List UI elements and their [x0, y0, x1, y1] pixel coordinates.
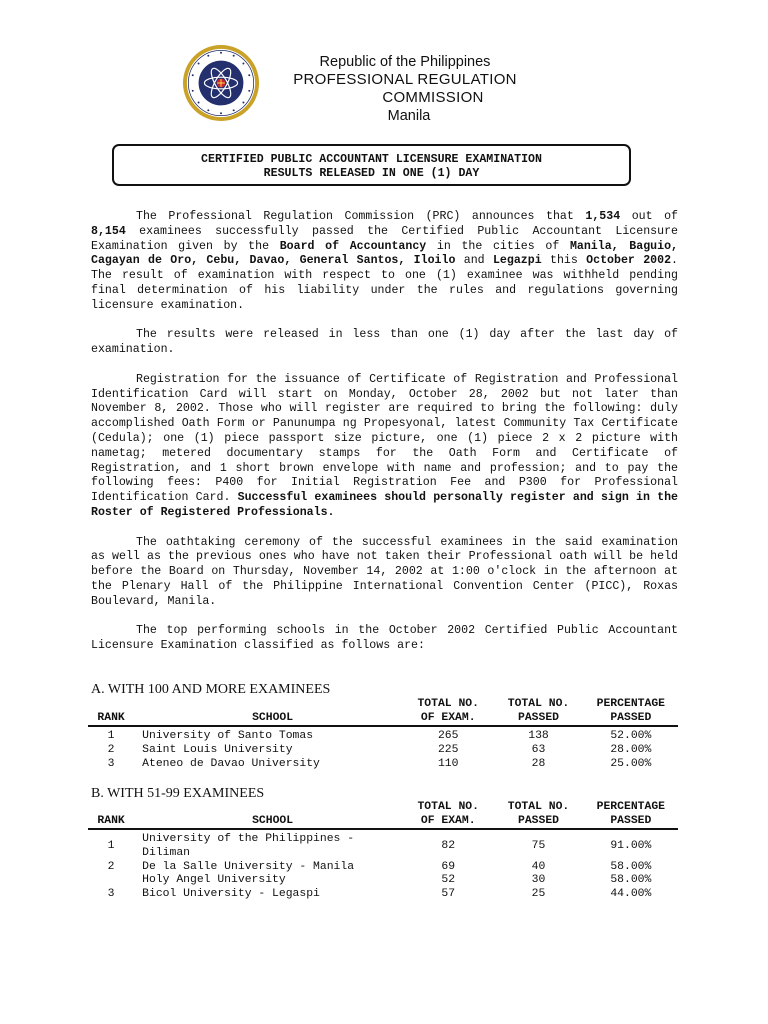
col-rank-header: RANK	[97, 711, 125, 724]
percentage-cell: 28.00%	[610, 743, 652, 756]
text-run: this	[541, 254, 587, 268]
school-cell: Holy Angel University	[142, 874, 286, 887]
rank-cell	[88, 874, 134, 888]
total-passed-cell: 28	[531, 757, 546, 770]
rank-cell: 3	[107, 888, 115, 901]
rank-cell: 2	[107, 860, 115, 873]
percentage-cell: 44.00%	[610, 888, 652, 901]
col-percentage-header: PERCENTAGE PASSED	[596, 801, 665, 827]
document-title-line2: RESULTS RELEASED IN ONE (1) DAY	[263, 167, 480, 180]
text-run: out of	[620, 210, 678, 223]
table-body-a	[88, 726, 678, 771]
percentage-cell: 58.00%	[610, 860, 652, 873]
table-row	[88, 758, 678, 772]
total-exam-cell: 110	[437, 757, 459, 770]
bold-text-run: Board of Accountancy	[279, 239, 427, 253]
rank-cell: 2	[107, 743, 115, 756]
col-percentage-header: PERCENTAGE PASSED	[596, 698, 665, 724]
text-run: in the cities of	[426, 239, 570, 253]
total-passed-cell: 75	[531, 839, 546, 852]
document-title-line1: CERTIFIED PUBLIC ACCOUNTANT LICENSURE EXAMINATION	[201, 153, 542, 166]
total-passed-cell: 25	[531, 888, 546, 901]
bold-text-run: 8,154	[91, 224, 126, 238]
text-run: examinees successfully passed the Certified Public Accountant Licensure Examination given by the	[91, 224, 678, 253]
agency-name-line1: PROFESSIONAL REGULATION	[293, 71, 517, 88]
text-run: and	[455, 254, 493, 268]
col-total-exam-header: TOTAL NO. OF EXAM.	[417, 698, 479, 724]
section-heading-b: B. WITH 51-99 EXAMINEES	[91, 786, 265, 801]
prc-seal-icon	[182, 44, 260, 122]
col-school-header: SCHOOL	[252, 814, 294, 827]
table-header-row	[88, 698, 678, 726]
school-cell: University of Santo Tomas	[142, 730, 314, 742]
table-body-b	[88, 829, 678, 902]
text-run: . The result of examination with respect to one (1) examinee was withheld pending final determination of his liability under the rules and regulations governing licensure examination.	[91, 254, 679, 312]
table-row	[88, 744, 678, 758]
total-passed-cell: 138	[528, 730, 549, 742]
section-heading-a: A. WITH 100 AND MORE EXAMINEES	[91, 682, 331, 697]
agency-name-line2: COMMISSION	[382, 89, 484, 106]
press-release-body	[91, 210, 678, 654]
school-cell: De la Salle University - Manila	[142, 860, 355, 873]
paragraph-announcement	[91, 210, 678, 314]
table-row	[88, 874, 678, 888]
paragraph-top-schools-intro	[91, 624, 678, 654]
table-row	[88, 730, 678, 744]
city-line: Manila	[387, 108, 431, 124]
letterhead	[280, 53, 530, 125]
document-title-box	[112, 144, 631, 186]
table-row	[88, 833, 678, 861]
bold-text-run: 1,534	[585, 210, 621, 223]
text-run: Registration for the issuance of Certificate of Registration and Professional Identification Card will start on Monday, October 28, 2002 but not later than November 8, 2002. Those who will register are required to bring the following: duly accomplished Oath Form or Panunumpa ng Propesyonal, latest Community Tax Certificate (Cedula); one (1) piece passport size picture, one (1) piece 2 x 2 picture with nametag; metered documentary stamps for the Oath Form and Certificate of Registration, and 1 short brown envelope with name and profession; and to pay the following fees: P400 for Initial Registration Fee and P300 for Professional Identification Card.	[91, 372, 678, 505]
school-cell: Ateneo de Davao University	[142, 757, 320, 770]
total-exam-cell: 82	[441, 839, 456, 852]
bold-text-run: Manila, Baguio, Cagayan de Oro, Cebu, Davao, General Santos, Iloilo	[91, 239, 678, 268]
bold-text-run: October 2002	[586, 254, 672, 268]
total-passed-cell: 30	[531, 874, 546, 887]
table-row	[88, 888, 678, 902]
text-run: The Professional Regulation Commission (PRC) announces that	[136, 210, 586, 223]
school-cell: Saint Louis University	[142, 743, 293, 756]
total-passed-cell: 63	[531, 743, 546, 756]
col-rank-header: RANK	[97, 814, 125, 827]
text-run: The top performing schools in the October 2002 Certified Public Accountant Licensure Examination classified as follows are:	[91, 624, 678, 653]
col-total-exam-header: TOTAL NO. OF EXAM.	[417, 801, 479, 827]
percentage-cell: 25.00%	[610, 757, 652, 770]
text-run: The oathtaking ceremony of the successful examinees in the said examination as well as the previous ones who have not taken their Professional oath will be held before the Board on Thursday, November 14, 2002 at 1:00 o'clock in the afternoon at the Plenary Hall of the Philippine International Convention Center (PICC), Roxas Boulevard, Manila.	[91, 535, 678, 608]
total-exam-cell: 265	[437, 730, 459, 742]
table-row	[88, 861, 678, 875]
percentage-cell: 91.00%	[610, 839, 652, 852]
paragraph-registration	[91, 373, 678, 521]
col-school-header: SCHOOL	[252, 711, 294, 724]
paragraph-release-time	[91, 328, 678, 358]
text-run: The results were released in less than one (1) day after the last day of examination.	[91, 328, 678, 357]
bold-text-run: Legazpi	[492, 254, 542, 268]
total-passed-cell: 40	[531, 860, 546, 873]
results-table-a	[88, 698, 678, 771]
col-total-passed-header: TOTAL NO. PASSED	[507, 801, 570, 827]
bold-text-run: Successful examinees should personally register and sign in the Roster of Registered Professionals.	[91, 491, 678, 519]
total-exam-cell: 57	[441, 888, 456, 901]
col-total-passed-header: TOTAL NO. PASSED	[507, 698, 570, 724]
republic-line: Republic of the Philippines	[319, 54, 491, 70]
total-exam-cell: 225	[437, 743, 459, 756]
percentage-cell: 52.00%	[610, 730, 652, 742]
rank-cell: 1	[107, 839, 115, 852]
rank-cell: 1	[107, 730, 115, 742]
school-cell: Bicol University - Legaspi	[142, 888, 320, 901]
total-exam-cell: 52	[441, 874, 456, 887]
percentage-cell: 58.00%	[610, 874, 652, 887]
school-cell: University of the Philippines - Diliman	[142, 833, 355, 859]
table-header-row	[88, 801, 678, 829]
rank-cell: 3	[107, 757, 115, 770]
paragraph-oathtaking	[91, 536, 678, 610]
results-table-b	[88, 801, 678, 902]
total-exam-cell: 69	[441, 860, 456, 873]
